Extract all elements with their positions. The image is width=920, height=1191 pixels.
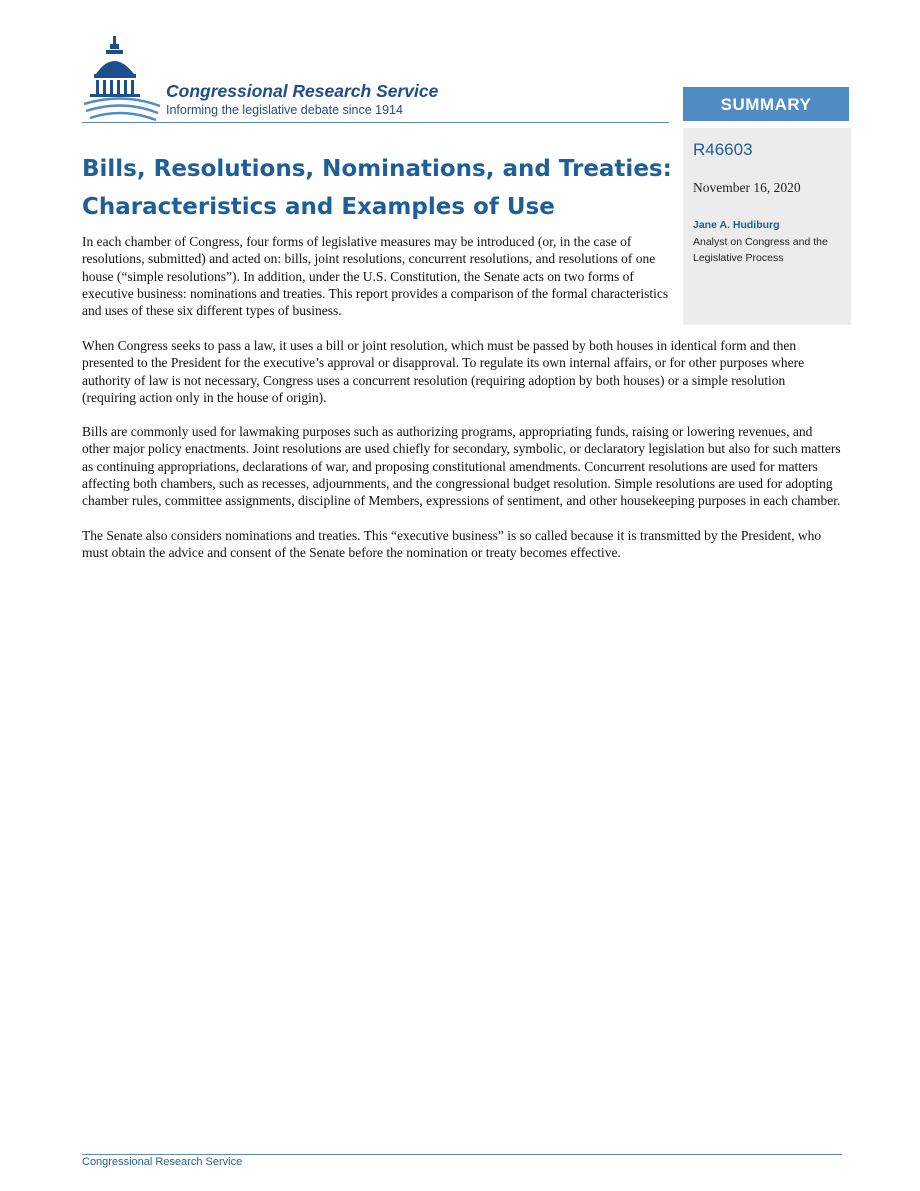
summary-heading: SUMMARY <box>683 87 849 121</box>
footer-divider <box>82 1154 842 1155</box>
report-number: R46603 <box>693 140 753 159</box>
org-tagline: Informing the legislative debate since 1914 <box>166 103 403 117</box>
org-name: Congressional Research Service <box>166 81 439 101</box>
report-title: Bills, Resolutions, Nominations, and Treaties: Characteristics and Examples of Use <box>82 156 672 220</box>
intro-paragraph: In each chamber of Congress, four forms of legislative measures may be introduced (or, in the case of resolutions, submitted) and acted on: bills, joint resolutions, concurrent resolutions, and resolutions of one house (“simple resolutions”). In addition, under the U.S. Constitution, the Senate acts on two forms of executive business: nominations and treaties. This report provides a comparison of the formal characteristics and uses of these six different types of business. <box>82 234 669 319</box>
header-divider <box>82 122 669 123</box>
body-paragraph: The Senate also considers nominations and treaties. This “executive business” is so called because it is transmitted by the President, who must obtain the advice and consent of the Senate before the nomination or treaty becomes effective. <box>82 527 822 560</box>
capitol-dome-icon <box>82 34 162 124</box>
author-name: Jane A. Hudiburg <box>693 219 780 231</box>
report-body <box>82 337 842 578</box>
crs-logo <box>82 34 482 124</box>
summary-sidebar <box>683 128 851 325</box>
report-date: November 16, 2020 <box>693 180 801 195</box>
body-paragraph: Bills are commonly used for lawmaking purposes such as authorizing programs, appropriating funds, raising or lowering revenues, and other major policy enactments. Joint resolutions are used chiefly for secondary, symbolic, or declaratory legislation but also for such matters as continuing appropriations, declarations of war, and proposing constitutional amendments. Concurrent resolutions are used for matters affecting both chambers, such as recesses, adjournments, and the congressional budget resolution. Simple resolutions are used for adopting chamber rules, committee assignments, discipline of Members, expressions of sentiment, and other housekeeping purposes in each chamber. <box>82 424 841 509</box>
body-paragraph: When Congress seeks to pass a law, it uses a bill or joint resolution, which must be passed by both houses in identical form and then presented to the President for the executive’s approval or disapproval. To regulate its own internal affairs, or for other purposes where authority of law is not necessary, Congress uses a concurrent resolution (requiring adoption by both houses) or a simple resolution (requiring action only in the house of origin). <box>82 338 805 405</box>
footer-text: Congressional Research Service <box>82 1156 243 1168</box>
author-title: Analyst on Congress and the Legislative Process <box>693 236 828 264</box>
